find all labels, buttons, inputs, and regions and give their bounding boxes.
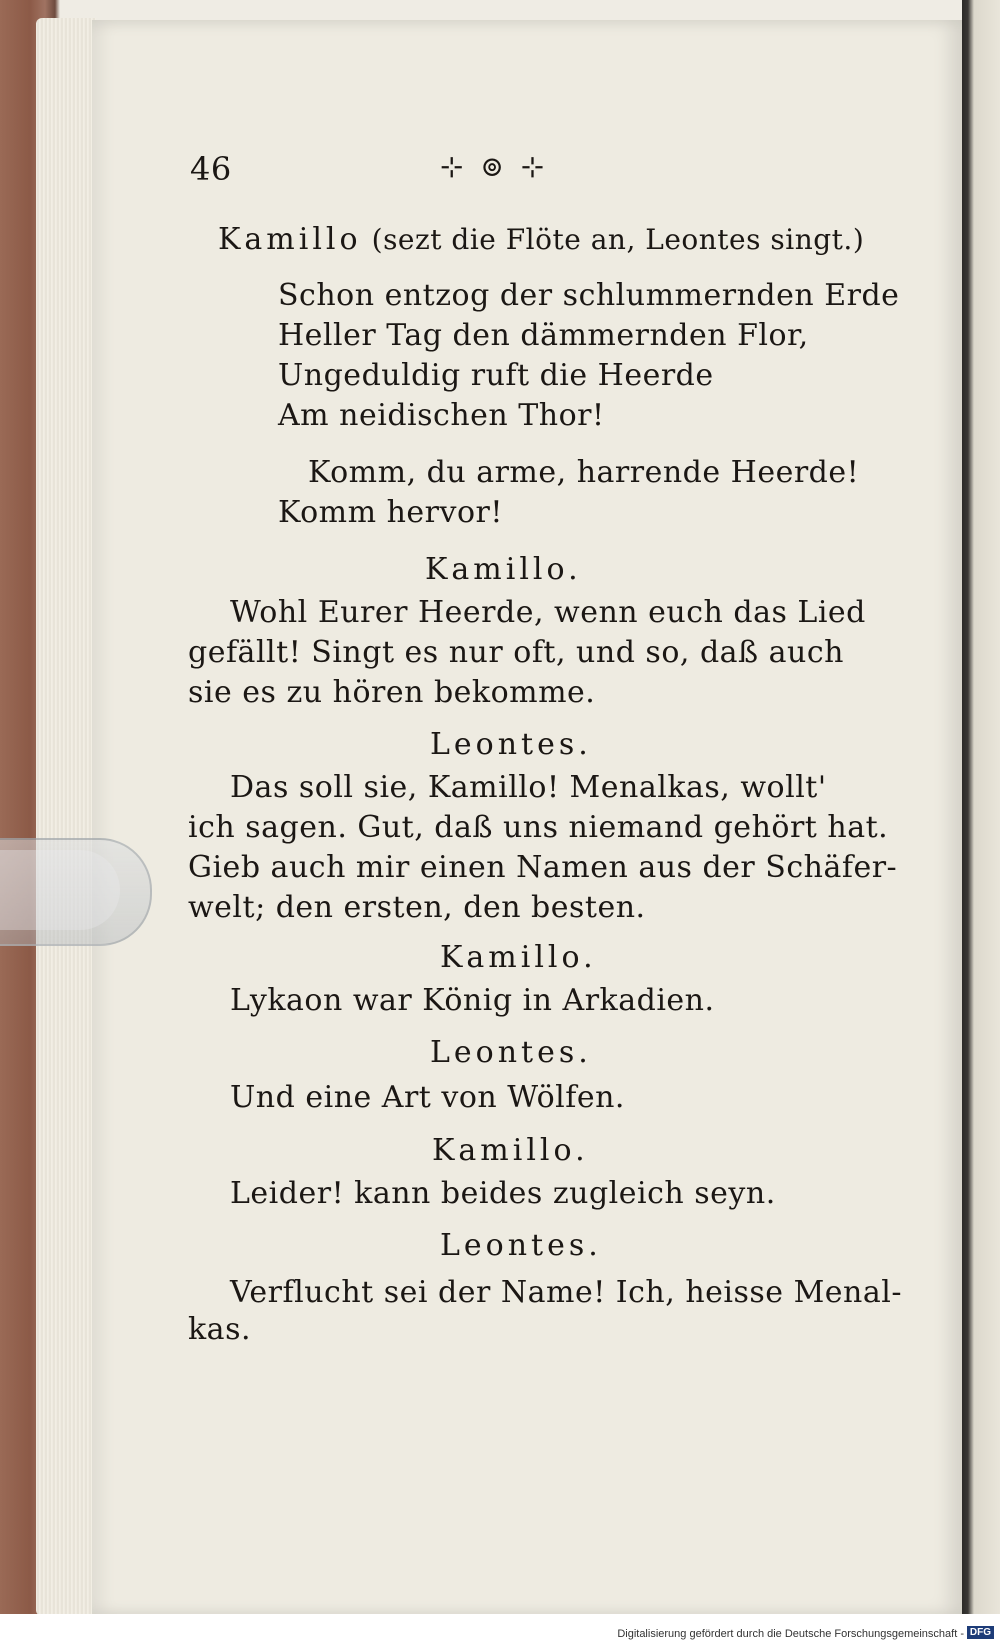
dialogue-line: Verflucht sei der Name! Ich, heisse Menal- xyxy=(230,1275,902,1310)
dialogue-line: sie es zu hören bekomme. xyxy=(188,675,596,710)
song-line: Ungeduldig ruft die Heerde xyxy=(278,358,714,393)
digitization-credit: Digitalisierung gefördert durch die Deutsche Forschungsgemeinschaft - xyxy=(617,1628,964,1640)
speaker-heading: Leontes. xyxy=(440,1228,602,1263)
dialogue-line: Und eine Art von Wölfen. xyxy=(230,1080,625,1115)
stage-direction-line xyxy=(218,222,864,257)
dialogue-line: Das soll sie, Kamillo! Menalkas, wollt' xyxy=(230,770,827,805)
dialogue-line: Leider! kann beides zugleich seyn. xyxy=(230,1176,776,1211)
dialogue-line: Lykaon war König in Arkadien. xyxy=(230,983,715,1018)
dialogue-line: ich sagen. Gut, daß uns niemand gehört hat. xyxy=(188,810,889,845)
page-number: 46 xyxy=(190,150,232,188)
speaker-heading: Kamillo. xyxy=(425,552,582,587)
header-ornament: ⊹ ⊚ ⊹ xyxy=(440,150,549,183)
speaker-heading: Leontes. xyxy=(430,727,592,762)
song-line: Komm, du arme, harrende Heerde! xyxy=(308,455,860,490)
stage-direction: (sezt die Flöte an, Leontes singt.) xyxy=(371,223,865,256)
book-spine-edge xyxy=(962,0,1000,1646)
speaker-heading: Kamillo. xyxy=(440,940,597,975)
song-line: Heller Tag den dämmernden Flor, xyxy=(278,318,809,353)
dialogue-line: kas. xyxy=(188,1312,251,1347)
dialogue-line: welt; den ersten, den besten. xyxy=(188,890,646,925)
dialogue-line: gefällt! Singt es nur oft, und so, daß auch xyxy=(188,635,844,670)
dfg-logo: DFG xyxy=(967,1626,994,1639)
page-edges xyxy=(36,18,96,1616)
book-clip-highlight xyxy=(0,850,120,930)
dialogue-line: Gieb auch mir einen Namen aus der Schäfer- xyxy=(188,850,898,885)
speaker-heading: Leontes. xyxy=(430,1035,592,1070)
song-line: Am neidischen Thor! xyxy=(278,398,605,433)
speaker-name: Kamillo xyxy=(218,222,362,257)
song-line: Schon entzog der schlummernden Erde xyxy=(278,278,900,313)
speaker-heading: Kamillo. xyxy=(432,1133,589,1168)
dialogue-line: Wohl Eurer Heerde, wenn euch das Lied xyxy=(230,595,866,630)
song-line: Komm hervor! xyxy=(278,495,503,530)
